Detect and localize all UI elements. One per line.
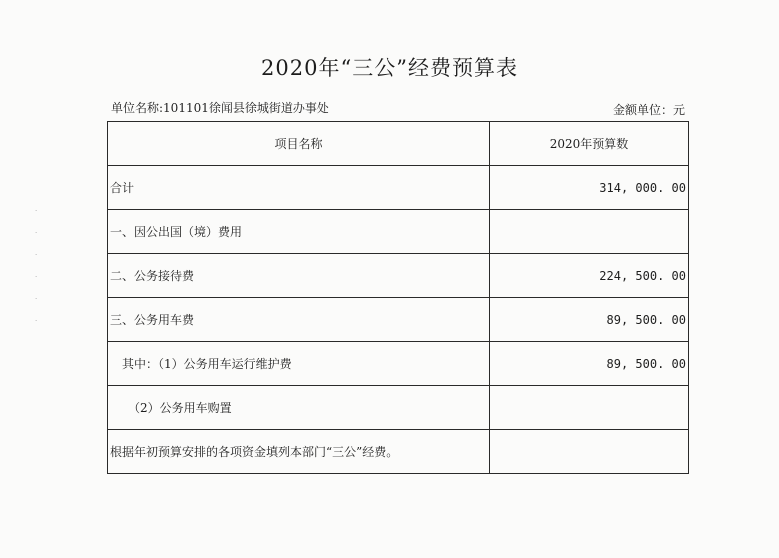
table-row xyxy=(108,254,689,298)
row-value xyxy=(490,386,689,430)
header-item-name: 项目名称 xyxy=(108,122,490,166)
budget-table xyxy=(107,121,689,474)
table-row xyxy=(108,166,689,210)
row-name: （2）公务用车购置 xyxy=(108,386,490,430)
table-row xyxy=(108,298,689,342)
table-row xyxy=(108,210,689,254)
row-name: 合计 xyxy=(108,166,490,210)
row-name: 三、公务用车费 xyxy=(108,298,490,342)
row-value: 224, 500. 00 xyxy=(490,254,689,298)
currency-unit-label: 金额单位：元 xyxy=(613,103,686,117)
row-value xyxy=(490,210,689,254)
unit-name-label: 单位名称:101101徐闻县徐城街道办事处 xyxy=(111,101,329,115)
row-value: 89, 500. 00 xyxy=(490,298,689,342)
table-row xyxy=(108,386,689,430)
margin-marks: · · · · · · xyxy=(35,207,38,325)
row-value: 89, 500. 00 xyxy=(490,342,689,386)
header-budget-amount: 2020年预算数 xyxy=(490,122,689,166)
row-value xyxy=(490,430,689,474)
row-note: 根据年初预算安排的各项资金填列本部门“三公”经费。 xyxy=(108,430,490,474)
row-name: 其中：（1）公务用车运行维护费 xyxy=(108,342,490,386)
row-name: 一、因公出国（境）费用 xyxy=(108,210,490,254)
page-title: 2020年“三公”经费预算表 xyxy=(261,56,518,80)
row-value: 314, 000. 00 xyxy=(490,166,689,210)
table-header-row xyxy=(108,122,689,166)
row-name: 二、公务接待费 xyxy=(108,254,490,298)
table-row xyxy=(108,342,689,386)
table-row xyxy=(108,430,689,474)
